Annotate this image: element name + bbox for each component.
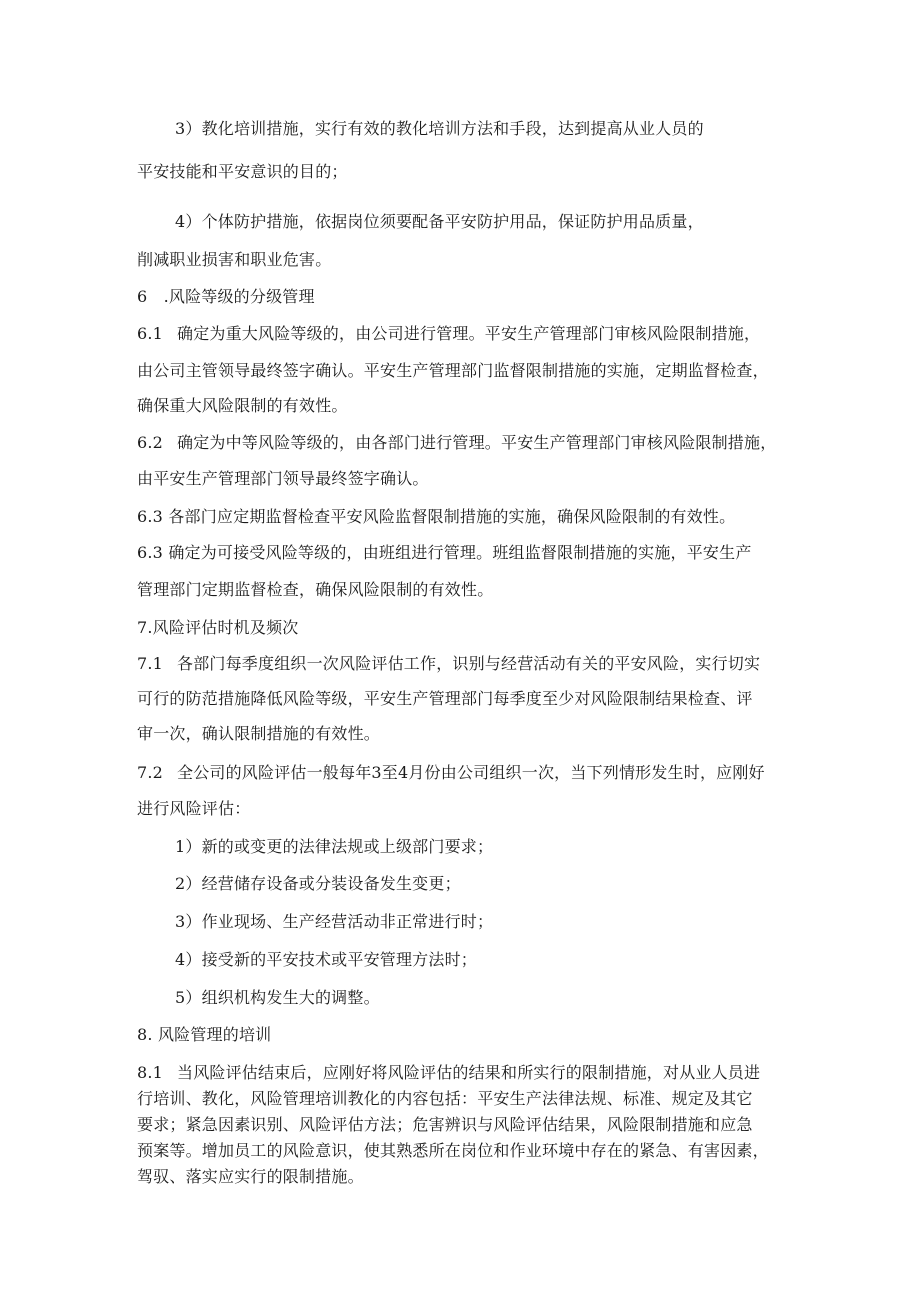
item-4-protection-line2: 削减职业损害和职业危害。 <box>137 250 332 269</box>
list-item-2: 2）经营储存设备或分装设备发生变更； <box>175 874 461 893</box>
para-6-1-text: 确定为重大风险等级的，由公司进行管理。平安生产管理部门审核风险限制措施， <box>177 324 761 343</box>
para-8-1-line1 <box>137 1063 760 1083</box>
para-7-1-line3: 审一次，确认限制措施的有效性。 <box>137 724 381 743</box>
para-7-1-line1 <box>137 654 760 674</box>
para-6-2-line2: 由平安生产管理部门领导最终签字确认。 <box>137 469 429 488</box>
para-6-1-line1 <box>137 324 760 344</box>
para-7-2-line1 <box>137 763 765 783</box>
section-8-heading: 8. 风险管理的培训 <box>137 1025 272 1044</box>
para-7-2-line2: 进行风险评估： <box>137 799 251 818</box>
item-3-training-line2: 平安技能和平安意识的目的； <box>137 162 348 181</box>
para-8-1-number: 8.1 <box>137 1063 164 1082</box>
item-4-protection-line1: 4）个体防护措施，依据岗位须要配备平安防护用品，保证防护用品质量， <box>175 212 704 231</box>
section-6-heading: 6 .风险等级的分级管理 <box>137 287 315 306</box>
para-6-3a: 6.3 各部门应定期监督检查平安风险监督限制措施的实施，确保风险限制的有效性。 <box>137 507 736 526</box>
para-8-1-line3: 要求；紧急因素识别、风险评估方法；危害辨识与风险评估结果，风险限制措施和应急 <box>137 1115 753 1134</box>
para-7-1-number: 7.1 <box>137 654 164 673</box>
list-item-1: 1）新的或变更的法律法规或上级部门要求； <box>175 837 494 856</box>
para-6-1-line3: 确保重大风险限制的有效性。 <box>137 396 348 415</box>
para-8-1-text: 当风险评估结束后，应刚好将风险评估的结果和所实行的限制措施，对从业人员进 <box>177 1063 761 1082</box>
para-6-1-number: 6.1 <box>137 324 164 343</box>
para-6-1-line2: 由公司主管领导最终签字确认。平安生产管理部门监督限制措施的实施，定期监督检查， <box>137 361 769 380</box>
para-8-1-line2: 行培训、教化，风险管理培训教化的内容包括：平安生产法律法规、标准、规定及其它 <box>137 1089 753 1108</box>
item-3-training-line1: 3）教化培训措施，实行有效的教化培训方法和手段，达到提高从业人员的 <box>175 119 704 138</box>
para-7-1-line2: 可行的防范措施降低风险等级，平安生产管理部门每季度至少对风险限制结果检查、评 <box>137 689 753 708</box>
para-6-2-text: 确定为中等风险等级的，由各部门进行管理。平安生产管理部门审核风险限制措施， <box>177 433 777 452</box>
para-6-2-number: 6.2 <box>137 433 164 452</box>
para-6-2-line1 <box>137 433 776 453</box>
para-8-1-line5: 驾驭、落实应实行的限制措施。 <box>137 1167 364 1186</box>
para-7-2-text: 全公司的风险评估一般每年3至4月份由公司组织一次，当下列情形发生时，应刚好 <box>177 763 765 782</box>
section-7-heading: 7.风险评估时机及频次 <box>137 618 299 637</box>
para-8-1-line4: 预案等。增加员工的风险意识，使其熟悉所在岗位和作业环境中存在的紧急、有害因素， <box>137 1141 769 1160</box>
list-item-3: 3）作业现场、生产经营活动非正常进行时； <box>175 912 494 931</box>
para-6-3b-line1: 6.3 确定为可接受风险等级的，由班组进行管理。班组监督限制措施的实施，平安生产 <box>137 543 752 562</box>
para-6-3b-line2: 管理部门定期监督检查，确保风险限制的有效性。 <box>137 580 494 599</box>
para-7-1-text: 各部门每季度组织一次风险评估工作，识别与经营活动有关的平安风险，实行切实 <box>177 654 761 673</box>
list-item-4: 4）接受新的平安技术或平安管理方法时； <box>175 950 477 969</box>
para-7-2-number: 7.2 <box>137 763 164 782</box>
list-item-5: 5）组织机构发生大的调整。 <box>175 988 380 1007</box>
